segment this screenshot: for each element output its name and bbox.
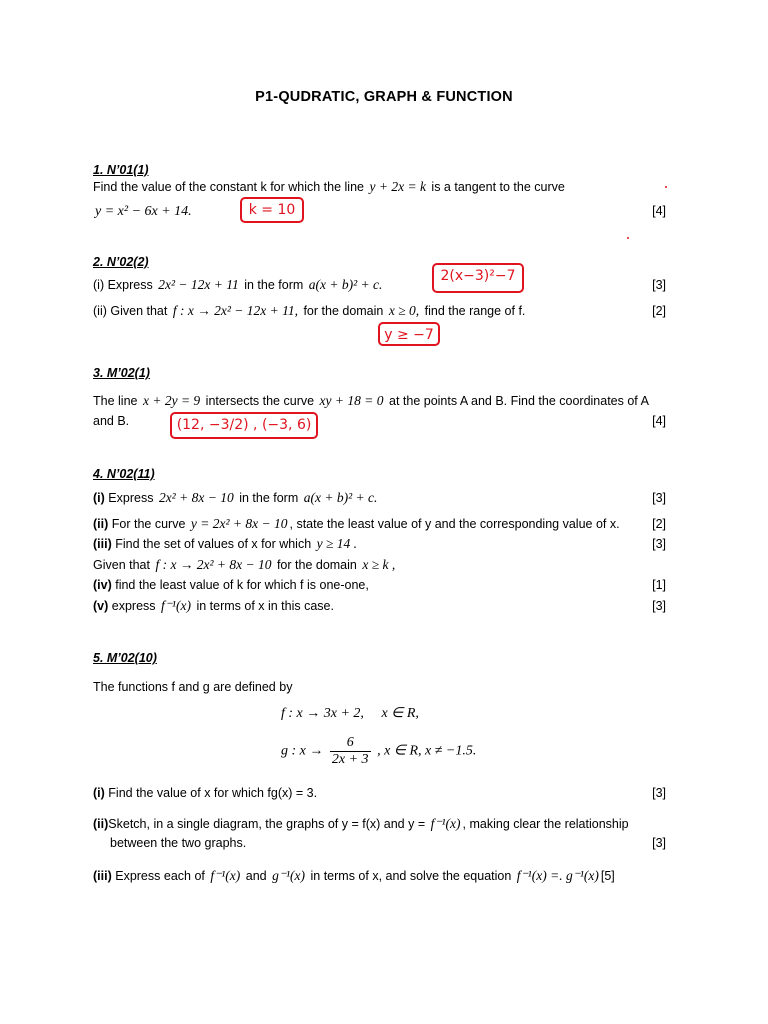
q4-given-mid: for the domain: [276, 558, 357, 572]
q5-p2-marks: [3]: [652, 836, 666, 850]
q4-p3-pre: Find the set of values of x for which: [115, 537, 312, 551]
q5-g-map: g : x →: [281, 743, 324, 759]
q3-line-equation: x + 2y = 9: [142, 393, 201, 408]
q4-part-i: [93, 489, 379, 507]
q5-part-iii: [93, 867, 615, 885]
q1-text-post: is a tangent to the curve: [431, 180, 565, 194]
q2-p2-mid: for the domain: [303, 304, 384, 318]
q2-part-i: [93, 276, 384, 294]
q5-p2-label: (ii): [93, 817, 109, 831]
q5-f-domain: x ∈ R,: [381, 706, 419, 721]
q3-l1-mid: intersects the curve: [205, 394, 315, 408]
q5-p3-label: (iii): [93, 869, 112, 883]
q5-p1-label: (i): [93, 786, 105, 800]
q2-p1-form: a(x + b)² + c.: [308, 277, 383, 292]
q4-p1-mid: in the form: [239, 491, 299, 505]
q3-curve-equation: xy + 18 = 0: [319, 393, 384, 408]
ink-dot: [627, 237, 629, 239]
q4-heading: 4. N’02(11): [93, 467, 155, 481]
q4-given: [93, 556, 397, 574]
q5-g-definition: [281, 735, 476, 768]
q2-p1-mid: in the form: [244, 278, 304, 292]
q2-p1-expression: 2x² − 12x + 11: [158, 277, 239, 292]
q4-p1-label: (i): [93, 491, 105, 505]
q4-part-v: [93, 597, 334, 615]
q4-p2-pre: For the curve: [111, 517, 186, 531]
q3-marks: [4]: [652, 414, 666, 428]
q2-p1-pre: Express: [107, 278, 153, 292]
q1-marks: [4]: [652, 204, 666, 218]
q5-g-fraction: [330, 735, 371, 768]
q5-p1-marks: [3]: [652, 786, 666, 800]
q5-p3-and: and: [245, 869, 267, 883]
q2-heading: 2. N’02(2): [93, 255, 149, 269]
q2-p2-domain: x ≥ 0,: [388, 303, 420, 318]
q3-l1-pre: The line: [93, 394, 138, 408]
q5-p3-mid: in terms of x, and solve the equation: [310, 869, 512, 883]
q4-p2-equation: y = 2x² + 8x − 10: [190, 516, 288, 531]
q5-part-ii: [93, 815, 629, 833]
q4-p4-text: find the least value of k for which f is one-one,: [115, 578, 369, 592]
q5-p2-inverse: f⁻¹(x): [430, 816, 461, 831]
q5-p3-f-inverse: f⁻¹(x): [210, 868, 241, 883]
q5-g-numerator: 6: [330, 735, 371, 752]
q4-part-ii: [93, 515, 620, 533]
q3-handwritten-answer: (12, −3/2) , (−3, 6): [170, 412, 318, 439]
q4-p3-marks: [3]: [652, 537, 666, 551]
q4-p1-pre: Express: [108, 491, 154, 505]
q2-p1-label: (i): [93, 278, 105, 292]
q4-p4-marks: [1]: [652, 578, 666, 592]
q5-f-definition: [281, 705, 419, 722]
q4-p5-marks: [3]: [652, 599, 666, 613]
q2-p2-function: f : x → 2x² − 12x + 11,: [172, 303, 298, 318]
q4-p5-label: (v): [93, 599, 109, 613]
q1-line-equation: y + 2x = k: [369, 179, 426, 194]
q4-p5-pre: express: [111, 599, 156, 613]
q4-p1-marks: [3]: [652, 491, 666, 505]
q2-p2-pre: Given that: [110, 304, 168, 318]
q4-part-iv: [93, 576, 369, 594]
q5-p3-marks: [5]: [600, 869, 615, 883]
q1-text-pre: Find the value of the constant k for which the line: [93, 180, 364, 194]
q4-p3-inequality: y ≥ 14 .: [316, 536, 358, 551]
q4-given-domain: x ≥ k ,: [362, 557, 396, 572]
q4-p1-form: a(x + b)² + c.: [303, 490, 378, 505]
q4-p2-label: (ii): [93, 517, 109, 531]
q5-p2-post: , making clear the relationship: [462, 817, 629, 831]
q1-curve: [93, 202, 194, 221]
ink-dot: [665, 186, 667, 188]
q5-intro: The functions f and g are defined by: [93, 680, 293, 694]
q2-part-ii: [93, 302, 525, 320]
q4-p3-label: (iii): [93, 537, 112, 551]
q2-p1-handwritten-answer: 2(x−3)²−7: [432, 263, 524, 293]
q4-part-iii: [93, 535, 359, 553]
q1-handwritten-answer: k = 10: [240, 197, 304, 223]
q3-l1-post: at the points A and B. Find the coordinates of A: [389, 394, 649, 408]
q4-p5-post: in terms of x in this case.: [196, 599, 334, 613]
page-title: P1-QUDRATIC, GRAPH & FUNCTION: [255, 89, 513, 105]
q4-given-function: f : x → 2x² + 8x − 10: [155, 557, 272, 572]
q4-p2-post: , state the least value of y and the corresponding value of x.: [289, 517, 620, 531]
q4-p4-label: (iv): [93, 578, 112, 592]
q5-f-map: f : x → 3x + 2,: [281, 706, 364, 721]
q5-p3-equation: f⁻¹(x) =. g⁻¹(x): [516, 868, 599, 883]
q5-p2-pre: Sketch, in a single diagram, the graphs of y = f(x) and y =: [108, 817, 426, 831]
q4-p1-expression: 2x² + 8x − 10: [158, 490, 234, 505]
q1-line1: [93, 178, 565, 196]
q3-heading: 3. M’02(1): [93, 366, 150, 380]
q1-curve-equation: y = x² − 6x + 14.: [95, 204, 192, 219]
q4-p2-marks: [2]: [652, 517, 666, 531]
q2-p1-marks: [3]: [652, 278, 666, 292]
q5-heading: 5. M’02(10): [93, 651, 157, 665]
q2-p2-marks: [2]: [652, 304, 666, 318]
q3-line2: and B.: [93, 414, 130, 428]
q5-part-i: [93, 784, 317, 802]
q1-heading: 1. N’01(1): [93, 163, 149, 177]
q2-p2-label: (ii): [93, 304, 107, 318]
q3-line1: [93, 392, 649, 410]
q4-given-pre: Given that: [93, 558, 150, 572]
q5-g-domain: , x ∈ R, x ≠ −1.5.: [377, 743, 477, 759]
q5-p3-pre: Express each of: [115, 869, 205, 883]
q5-g-denominator: 2x + 3: [331, 752, 369, 767]
q5-p1-text: Find the value of x for which fg(x) = 3.: [108, 786, 318, 800]
q4-p5-inverse: f⁻¹(x): [161, 598, 191, 613]
q5-p3-g-inverse: g⁻¹(x): [272, 868, 306, 883]
q2-p2-handwritten-answer: y ≥ −7: [378, 322, 440, 346]
q2-p2-post: find the range of f.: [424, 304, 526, 318]
q5-p2-line2: between the two graphs.: [110, 836, 247, 850]
